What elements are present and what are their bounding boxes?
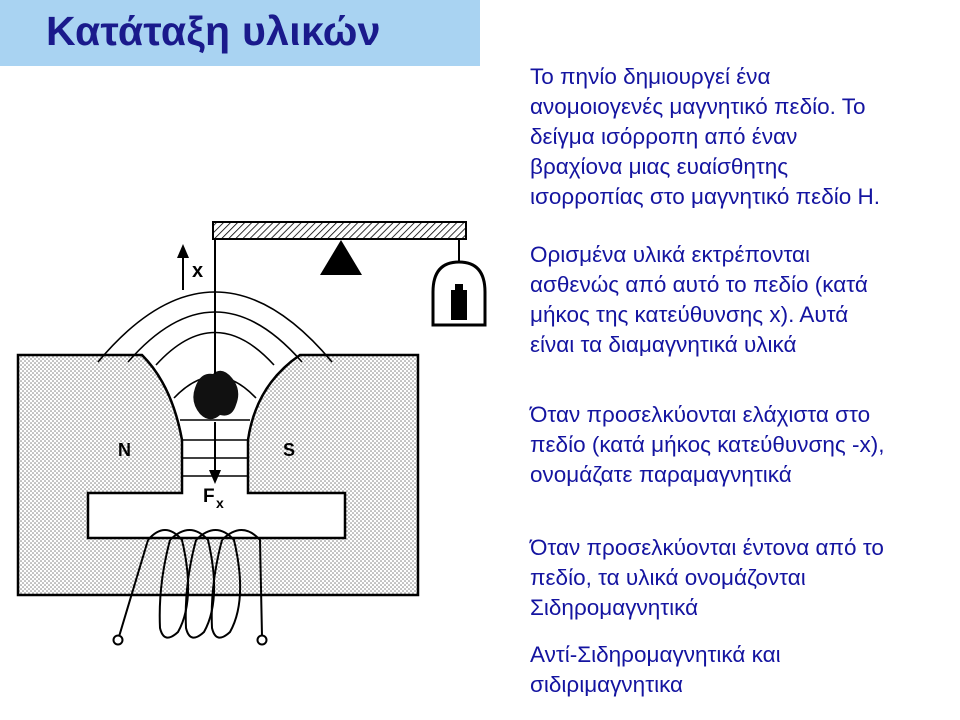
gouy-balance-diagram <box>0 190 520 660</box>
paragraph-coil-field: Το πηνίο δημιουργεί ένα ανομοιογενές μαγνητικό πεδίο. Το δείγμα ισόρροπη από έναν βραχίονα μιας ευαίσθητης ισορροπίας στο μαγνητικό πεδίο H. <box>530 64 880 209</box>
counterweight-mass <box>451 290 467 320</box>
north-pole-label: N <box>118 440 131 460</box>
title-bar <box>0 0 480 66</box>
force-label: F <box>203 486 215 507</box>
balance-fulcrum <box>320 240 362 275</box>
paragraph-antiferromagnetic: Αντί-Σιδηρομαγνητικά και σιδιριμαγνητικα <box>530 642 781 697</box>
balance-beam <box>213 222 466 239</box>
force-subscript: x <box>216 495 224 511</box>
x-axis-label: x <box>192 260 204 282</box>
coil-terminal-right <box>258 636 267 645</box>
south-pole-label: S <box>283 440 296 460</box>
coil-terminal-left <box>114 636 123 645</box>
paragraph-paramagnetic: Όταν προσελκύονται ελάχιστα στο πεδίο (κατά μήκος κατεύθυνσης -x), ονομάζατε παραμαγνητικά <box>530 402 885 487</box>
paragraph-ferromagnetic: Όταν προσελκύονται έντονα από το πεδίο, τα υλικά ονομάζονται Σιδηρομαγνητικά <box>530 535 884 620</box>
paragraph-diamagnetic: Ορισμένα υλικά εκτρέπονται ασθενώς από αυτό το πεδίο (κατά μήκος της κατεύθυνσης x). Αυτά είναι τα διαμαγνητικά υλικά <box>530 242 868 357</box>
slide-title: Κατάταξη υλικών <box>46 8 381 54</box>
sample <box>193 371 238 419</box>
